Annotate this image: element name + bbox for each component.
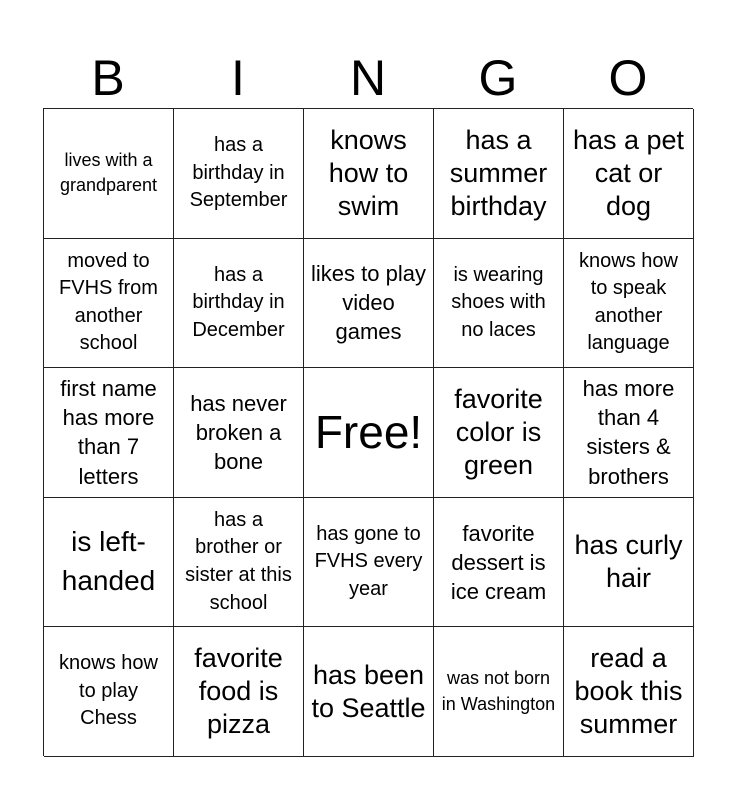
cell-label: has more than 4 sisters & brothers: [582, 376, 675, 489]
bingo-cell-r2c5[interactable]: [564, 239, 694, 369]
cell-label: has a birthday in September: [189, 133, 288, 212]
cell-label: moved to FVHS from another school: [59, 249, 158, 355]
header-letter-b: B: [91, 50, 125, 106]
cell-label: is left-handed: [61, 526, 156, 597]
bingo-cell-r2c1[interactable]: [44, 239, 174, 369]
bingo-cell-r4c2[interactable]: [174, 498, 304, 628]
cell-label: has a pet cat or dog: [572, 124, 685, 221]
bingo-cell-r4c4[interactable]: [434, 498, 564, 628]
bingo-free-space[interactable]: [304, 368, 434, 498]
bingo-cell-r2c4[interactable]: [434, 239, 564, 369]
bingo-cell-r5c2[interactable]: [174, 627, 304, 757]
cell-label: favorite color is green: [454, 384, 543, 480]
bingo-cell-r3c4[interactable]: [434, 368, 564, 498]
header-letter-n: N: [349, 50, 387, 106]
bingo-board: [43, 108, 693, 756]
cell-label: has been to Seattle: [311, 659, 426, 723]
cell-label: lives with a grandparent: [59, 149, 158, 196]
cell-label: has gone to FVHS every year: [314, 522, 423, 600]
bingo-header: [43, 44, 693, 108]
bingo-cell-r5c5[interactable]: [564, 627, 694, 757]
header-letter-o: O: [608, 50, 648, 106]
bingo-cell-r4c1[interactable]: [44, 498, 174, 628]
cell-label: favorite dessert is ice cream: [450, 520, 547, 604]
bingo-cell-r1c2[interactable]: [174, 109, 304, 239]
bingo-cell-r3c2[interactable]: [174, 368, 304, 498]
header-letter-g: G: [478, 50, 518, 106]
cell-label: knows how to swim: [328, 124, 409, 221]
bingo-cell-r3c1[interactable]: [44, 368, 174, 498]
bingo-cell-r1c5[interactable]: [564, 109, 694, 239]
cell-label: has never broken a bone: [190, 390, 287, 474]
cell-label: read a book this summer: [574, 643, 683, 740]
cell-label: favorite food is pizza: [194, 643, 283, 740]
cell-label: is wearing shoes with no laces: [451, 263, 546, 341]
bingo-cell-r2c3[interactable]: [304, 239, 434, 369]
bingo-cell-r4c5[interactable]: [564, 498, 694, 628]
bingo-cell-r4c3[interactable]: [304, 498, 434, 628]
bingo-cell-r5c4[interactable]: [434, 627, 564, 757]
bingo-cell-r3c5[interactable]: [564, 368, 694, 498]
cell-label: was not born in Washington: [441, 668, 556, 714]
cell-label: has a brother or sister at this school: [185, 508, 292, 614]
cell-label: knows how to play Chess: [59, 652, 158, 730]
bingo-cell-r5c1[interactable]: [44, 627, 174, 757]
bingo-cell-r1c4[interactable]: [434, 109, 564, 239]
cell-label: has a summer birthday: [449, 124, 548, 221]
cell-label: likes to play video games: [311, 261, 426, 345]
bingo-cell-r2c2[interactable]: [174, 239, 304, 369]
free-space-label: Free!: [314, 406, 423, 459]
bingo-cell-r5c3[interactable]: [304, 627, 434, 757]
cell-label: knows how to speak another language: [579, 249, 678, 355]
bingo-cell-r1c3[interactable]: [304, 109, 434, 239]
header-letter-i: I: [231, 50, 245, 106]
cell-label: has curly hair: [574, 530, 683, 594]
bingo-cell-r1c1[interactable]: [44, 109, 174, 239]
cell-label: first name has more than 7 letters: [60, 376, 157, 489]
cell-label: has a birthday in December: [192, 263, 285, 341]
